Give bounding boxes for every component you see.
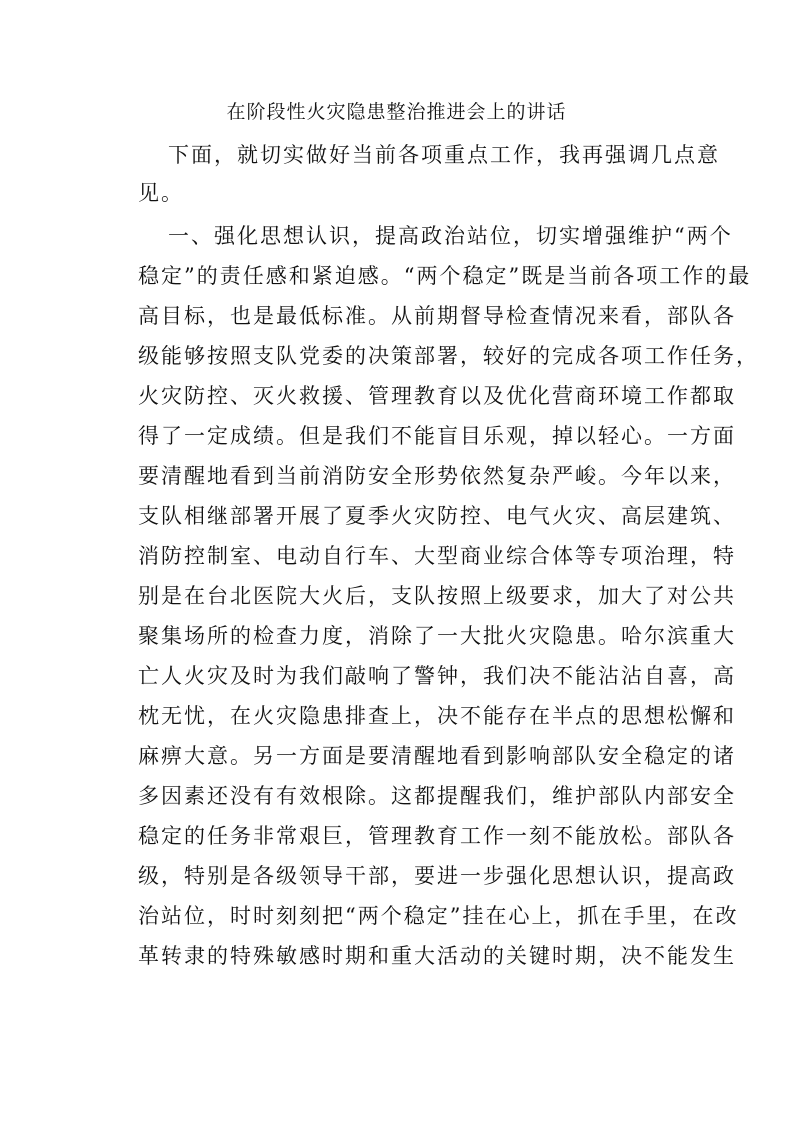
- paragraph-line: 亡人火灾及时为我们敲响了警钟，我们决不能沾沾自喜，高: [138, 664, 736, 688]
- paragraph-line: 级能够按照支队党委的决策部署，较好的完成各项工作任务，: [138, 344, 759, 368]
- paragraph-line: 得了一定成绩。但是我们不能盲目乐观，掉以轻心。一方面: [138, 424, 736, 448]
- paragraph-line: 别是在台北医院大火后，支队按照上级要求，加大了对公共: [138, 584, 736, 608]
- paragraph-line: 级，特别是各级领导干部，要进一步强化思想认识，提高政: [138, 864, 736, 888]
- paragraph-line: 麻痹大意。另一方面是要清醒地看到影响部队安全稳定的诸: [138, 744, 736, 768]
- document-title: 在阶段性火灾隐患整治推进会上的讲话: [226, 101, 567, 123]
- paragraph-line: 治站位，时时刻刻把“两个稳定”挂在心上，抓在手里，在改: [138, 904, 739, 928]
- paragraph-line: 消防控制室、电动自行车、大型商业综合体等专项治理，特: [138, 544, 736, 568]
- paragraph-line: 稳定”的责任感和紧迫感。“两个稳定”既是当前各项工作的最: [138, 264, 752, 288]
- paragraph-line: 火灾防控、灭火救援、管理教育以及优化营商环境工作都取: [138, 384, 736, 408]
- paragraph-line: 一、强化思想认识，提高政治站位，切实增强维护“两个: [168, 224, 733, 248]
- paragraph-line: 稳定的任务非常艰巨，管理教育工作一刻不能放松。部队各: [138, 824, 736, 848]
- paragraph-line: 聚集场所的检查力度，消除了一大批火灾隐患。哈尔滨重大: [138, 624, 736, 648]
- paragraph-line: 下面，就切实做好当前各项重点工作，我再强调几点意: [168, 143, 720, 167]
- paragraph-line: 支队相继部署开展了夏季火灾防控、电气火灾、高层建筑、: [138, 504, 736, 528]
- paragraph-line: 革转隶的特殊敏感时期和重大活动的关键时期，决不能发生: [138, 944, 736, 968]
- paragraph-line: 高目标，也是最低标准。从前期督导检查情况来看，部队各: [138, 304, 736, 328]
- paragraph-line: 要清醒地看到当前消防安全形势依然复杂严峻。今年以来，: [138, 464, 736, 488]
- paragraph-line: 见。: [138, 181, 184, 205]
- paragraph-line: 枕无忧，在火灾隐患排查上，决不能存在半点的思想松懈和: [138, 704, 736, 728]
- paragraph-line: 多因素还没有有效根除。这都提醒我们，维护部队内部安全: [138, 784, 736, 808]
